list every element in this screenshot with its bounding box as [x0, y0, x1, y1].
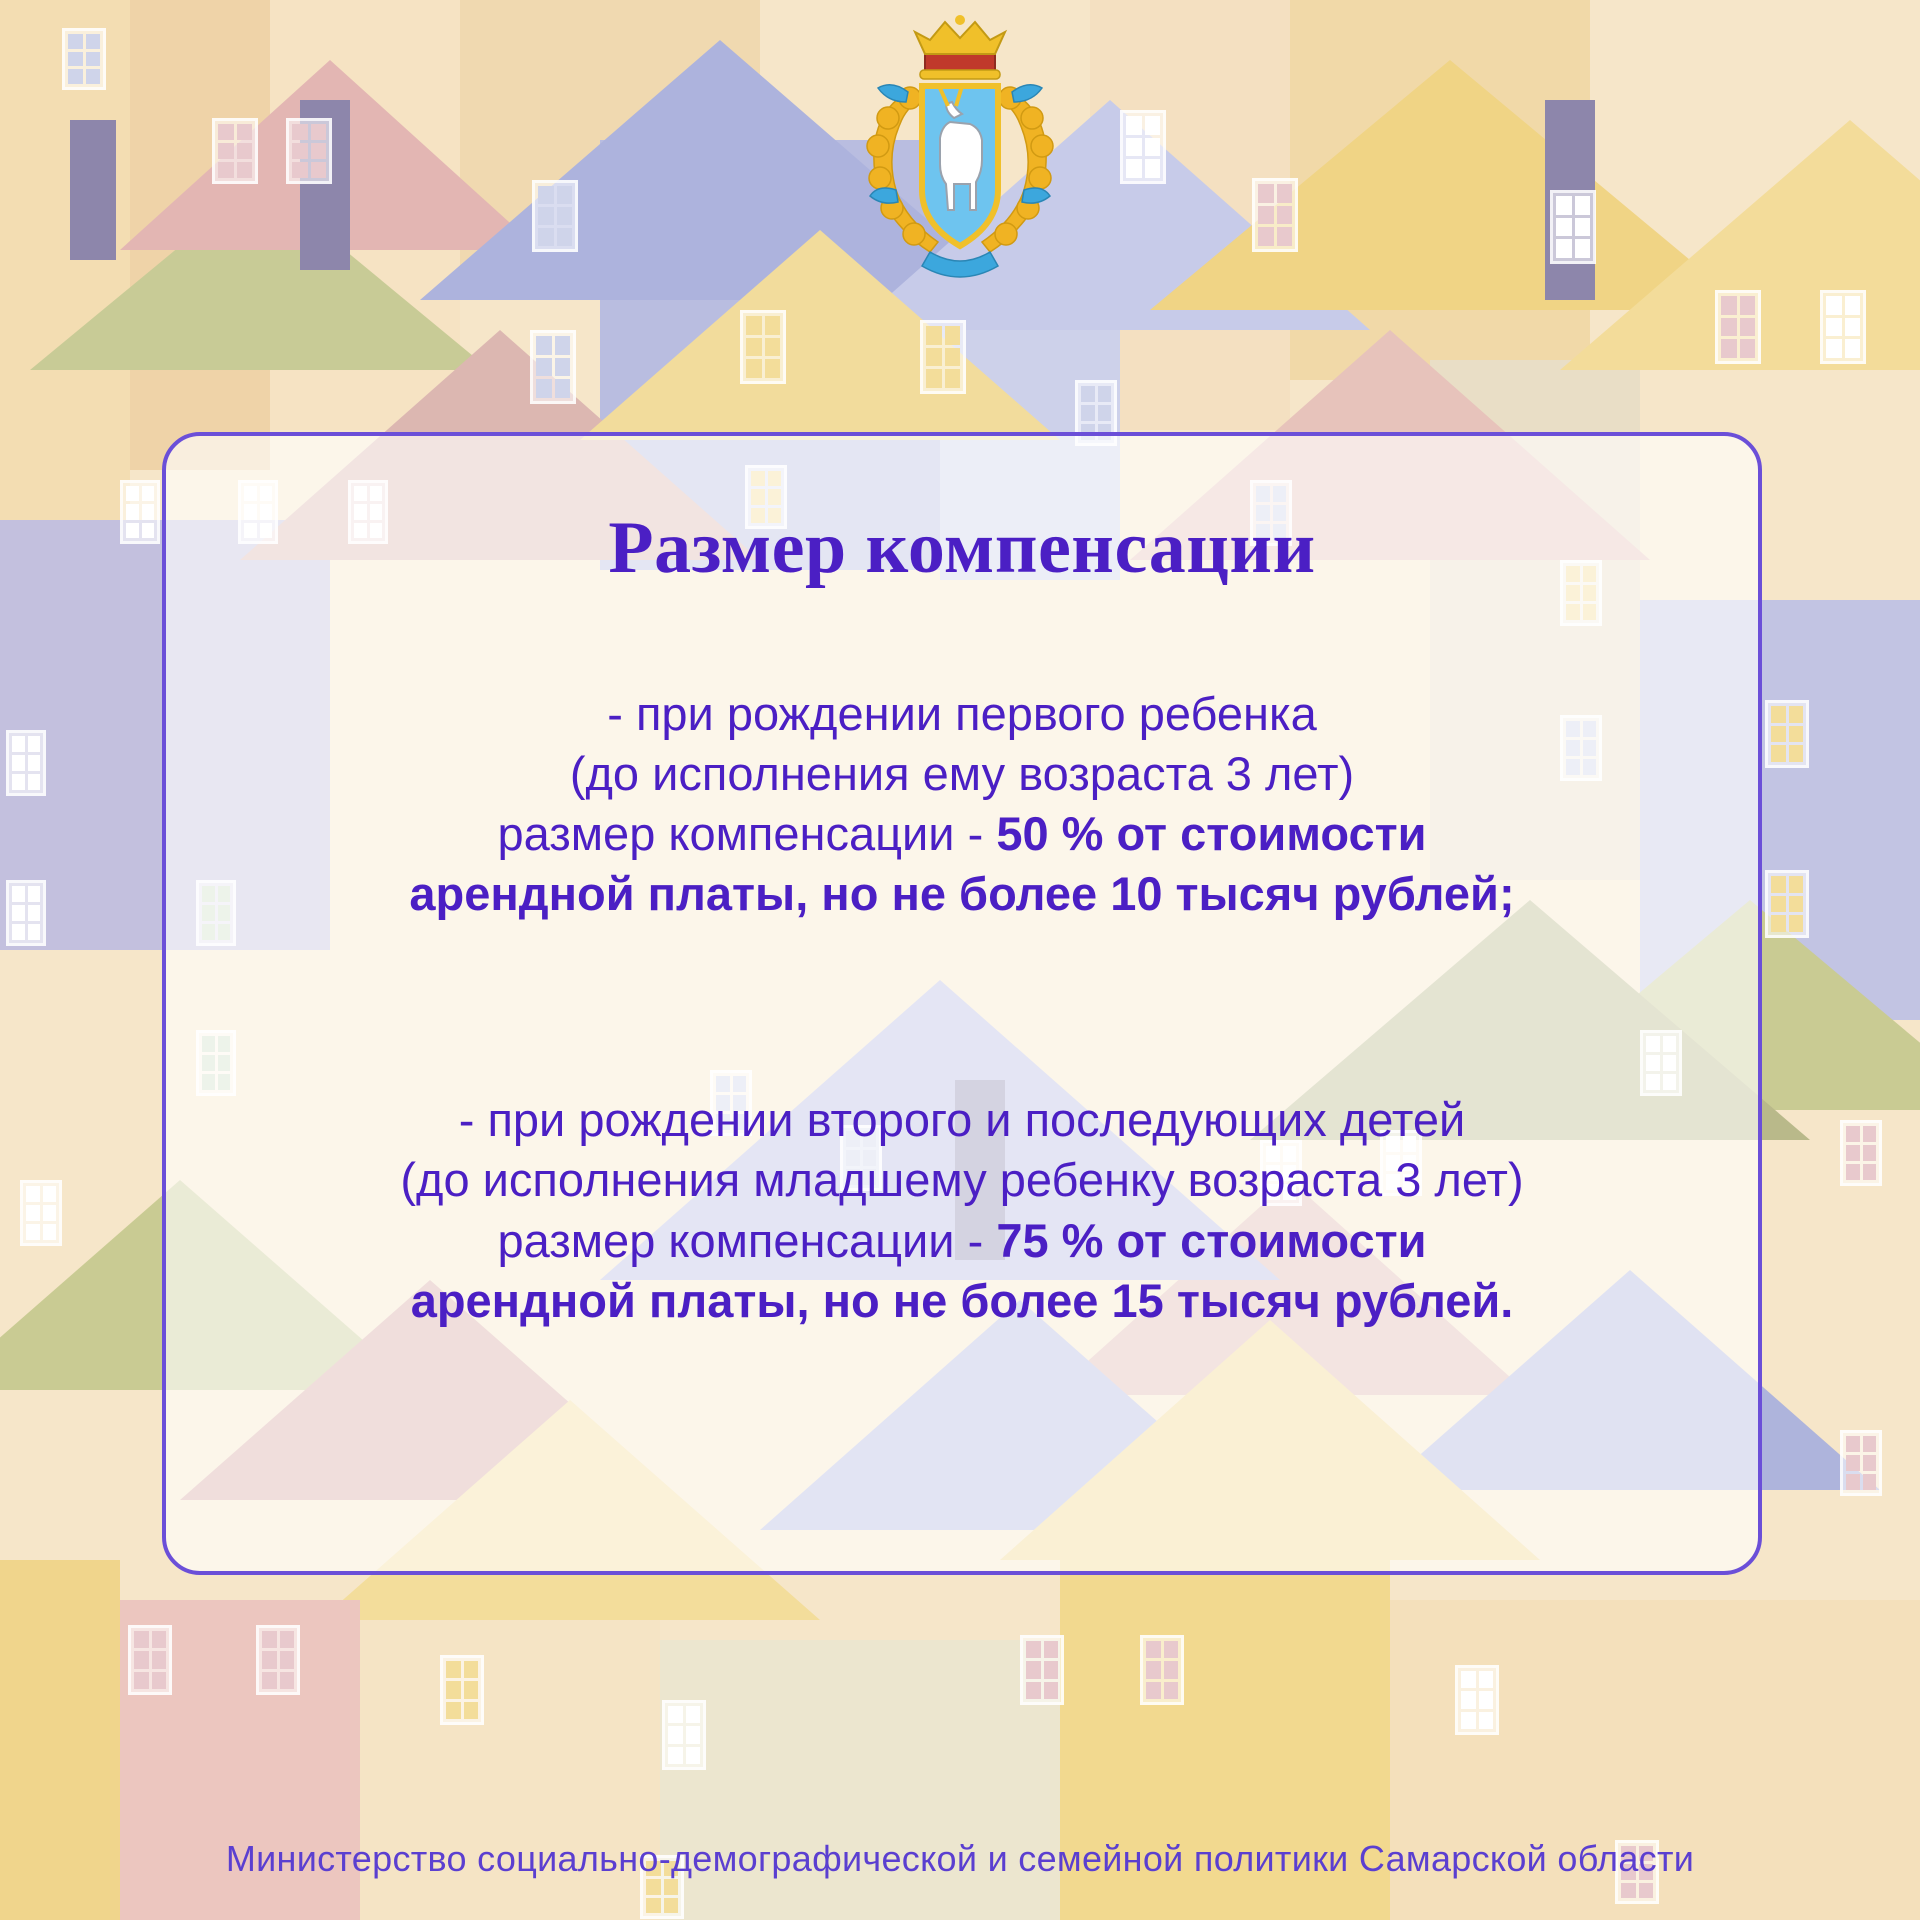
bg-window — [1140, 1635, 1184, 1705]
second-child-line-4-bold: арендной платы, но не более 15 тысяч рублей. — [410, 1273, 1514, 1327]
bg-window — [440, 1655, 484, 1725]
bg-window — [62, 28, 106, 90]
bg-window — [1840, 1120, 1882, 1186]
first-child-line-3-bold: 50 % от стоимости — [996, 807, 1427, 860]
bg-window — [286, 118, 332, 184]
first-child-line-4-bold: арендной платы, но не более 10 тысяч рублей; — [409, 867, 1515, 921]
bg-window — [532, 180, 578, 252]
bg-window — [120, 480, 160, 544]
first-child-line-1: - при рождении первого ребенка — [607, 686, 1317, 740]
bg-window — [1765, 870, 1809, 938]
bg-window — [662, 1700, 706, 1770]
page-title: Размер компенсации — [608, 507, 1316, 589]
bg-window — [1020, 1635, 1064, 1705]
bg-window — [6, 880, 46, 946]
second-child-line-1: - при рождении второго и последующих детей — [458, 1093, 1466, 1147]
bg-window — [212, 118, 258, 184]
bg-window — [740, 310, 786, 384]
second-child-line-3-bold: 75 % от стоимости — [996, 1213, 1427, 1267]
bg-window — [1765, 700, 1809, 768]
first-child-line-3-regular: размер компенсации - — [497, 807, 997, 860]
bg-chimney — [70, 120, 116, 260]
bg-window — [1252, 178, 1298, 252]
bg-window — [128, 1625, 172, 1695]
compensation-block-first-child — [222, 684, 1702, 925]
bg-window — [1820, 290, 1866, 364]
compensation-block-second-child — [222, 1090, 1702, 1331]
bg-window — [920, 320, 966, 394]
bg-window — [256, 1625, 300, 1695]
bg-window — [1715, 290, 1761, 364]
bg-window — [6, 730, 46, 796]
second-child-line-3-regular: размер компенсации - — [497, 1213, 997, 1267]
ministry-footer-text: Министерство социально-демографической и семейной политики Самарской области — [225, 1838, 1695, 1879]
bg-window — [1550, 190, 1596, 264]
content-card — [162, 432, 1762, 1575]
bg-window — [20, 1180, 62, 1246]
samara-region-coat-of-arms-icon — [830, 14, 1090, 304]
first-child-line-2: (до исполнения ему возраста 3 лет) — [569, 746, 1355, 800]
second-child-line-2: (до исполнения младшему ребенку возраста 3 лет) — [400, 1153, 1524, 1207]
bg-window — [530, 330, 576, 404]
bg-window — [1120, 110, 1166, 184]
bg-window — [1455, 1665, 1499, 1735]
bg-window — [1840, 1430, 1882, 1496]
